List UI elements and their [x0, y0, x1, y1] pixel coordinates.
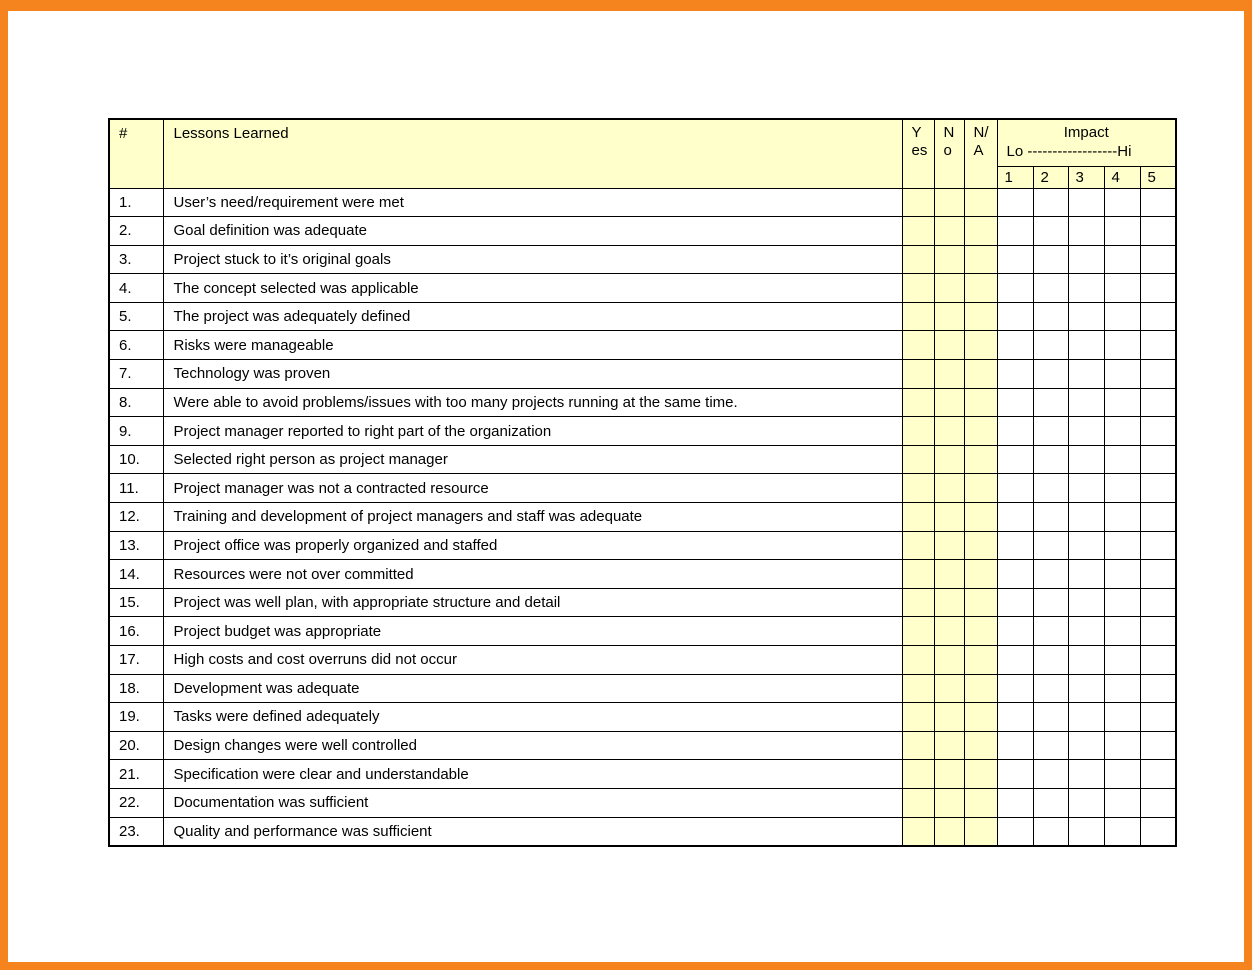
- lesson-text: Quality and performance was sufficient: [163, 817, 902, 846]
- row-number: 11.: [109, 474, 163, 503]
- column-header-yes: Yes: [902, 119, 934, 188]
- impact-scale-4: 4: [1104, 166, 1140, 188]
- impact-cell-4[interactable]: [1104, 731, 1140, 760]
- row-number: 23.: [109, 817, 163, 846]
- impact-cell-4[interactable]: [1104, 474, 1140, 503]
- yes-cell[interactable]: [902, 417, 934, 446]
- impact-cell-5[interactable]: [1140, 503, 1176, 532]
- impact-cell-1[interactable]: [997, 646, 1033, 675]
- lesson-text: Project was well plan, with appropriate structure and detail: [163, 588, 902, 617]
- impact-cell-1[interactable]: [997, 217, 1033, 246]
- impact-cell-2[interactable]: [1033, 588, 1068, 617]
- lesson-text: Development was adequate: [163, 674, 902, 703]
- yes-cell[interactable]: [902, 217, 934, 246]
- impact-cell-2[interactable]: [1033, 674, 1068, 703]
- no-cell[interactable]: [934, 474, 964, 503]
- yes-cell[interactable]: [902, 788, 934, 817]
- table-row: [109, 360, 1176, 389]
- impact-cell-5[interactable]: [1140, 560, 1176, 589]
- lesson-text: Resources were not over committed: [163, 560, 902, 589]
- no-cell[interactable]: [934, 674, 964, 703]
- impact-cell-1[interactable]: [997, 788, 1033, 817]
- impact-cell-4[interactable]: [1104, 417, 1140, 446]
- impact-cell-5[interactable]: [1140, 302, 1176, 331]
- impact-cell-5[interactable]: [1140, 417, 1176, 446]
- yes-cell[interactable]: [902, 646, 934, 675]
- yes-cell[interactable]: [902, 760, 934, 789]
- impact-cell-1[interactable]: [997, 817, 1033, 846]
- table-row: [109, 417, 1176, 446]
- impact-cell-1[interactable]: [997, 274, 1033, 303]
- yes-cell[interactable]: [902, 703, 934, 732]
- no-cell[interactable]: [934, 788, 964, 817]
- impact-cell-5[interactable]: [1140, 331, 1176, 360]
- table-header: [109, 119, 1176, 188]
- impact-cell-5[interactable]: [1140, 388, 1176, 417]
- impact-cell-1[interactable]: [997, 617, 1033, 646]
- table-row: [109, 646, 1176, 675]
- no-cell[interactable]: [934, 817, 964, 846]
- impact-cell-4[interactable]: [1104, 531, 1140, 560]
- no-cell[interactable]: [934, 617, 964, 646]
- na-cell[interactable]: [964, 588, 997, 617]
- impact-cell-3[interactable]: [1068, 703, 1104, 732]
- impact-cell-3[interactable]: [1068, 388, 1104, 417]
- impact-cell-3[interactable]: [1068, 274, 1104, 303]
- impact-cell-3[interactable]: [1068, 588, 1104, 617]
- impact-cell-3[interactable]: [1068, 417, 1104, 446]
- column-header-na: N/A: [964, 119, 997, 188]
- impact-cell-1[interactable]: [997, 531, 1033, 560]
- impact-cell-5[interactable]: [1140, 646, 1176, 675]
- na-cell[interactable]: [964, 760, 997, 789]
- impact-cell-3[interactable]: [1068, 245, 1104, 274]
- impact-cell-3[interactable]: [1068, 188, 1104, 217]
- impact-cell-3[interactable]: [1068, 560, 1104, 589]
- impact-cell-1[interactable]: [997, 388, 1033, 417]
- na-cell[interactable]: [964, 274, 997, 303]
- table-row: [109, 503, 1176, 532]
- impact-cell-3[interactable]: [1068, 646, 1104, 675]
- na-cell[interactable]: [964, 388, 997, 417]
- impact-cell-1[interactable]: [997, 731, 1033, 760]
- na-cell[interactable]: [964, 503, 997, 532]
- impact-cell-3[interactable]: [1068, 217, 1104, 246]
- na-cell[interactable]: [964, 703, 997, 732]
- lesson-text: Project manager was not a contracted resource: [163, 474, 902, 503]
- na-cell[interactable]: [964, 331, 997, 360]
- impact-cell-1[interactable]: [997, 703, 1033, 732]
- impact-cell-3[interactable]: [1068, 674, 1104, 703]
- row-number: 9.: [109, 417, 163, 446]
- impact-cell-5[interactable]: [1140, 674, 1176, 703]
- impact-cell-5[interactable]: [1140, 588, 1176, 617]
- na-cell[interactable]: [964, 417, 997, 446]
- impact-cell-5[interactable]: [1140, 703, 1176, 732]
- impact-cell-3[interactable]: [1068, 360, 1104, 389]
- impact-cell-2[interactable]: [1033, 760, 1068, 789]
- lesson-text: The project was adequately defined: [163, 302, 902, 331]
- yes-cell[interactable]: [902, 245, 934, 274]
- impact-cell-5[interactable]: [1140, 817, 1176, 846]
- no-cell[interactable]: [934, 188, 964, 217]
- na-cell[interactable]: [964, 731, 997, 760]
- lesson-text: Risks were manageable: [163, 331, 902, 360]
- table-row: [109, 617, 1176, 646]
- impact-cell-1[interactable]: [997, 474, 1033, 503]
- impact-title: Impact: [1063, 124, 1109, 141]
- impact-cell-3[interactable]: [1068, 331, 1104, 360]
- impact-cell-2[interactable]: [1033, 703, 1068, 732]
- yes-cell[interactable]: [902, 674, 934, 703]
- impact-cell-3[interactable]: [1068, 531, 1104, 560]
- row-number: 10.: [109, 445, 163, 474]
- table-row: [109, 674, 1176, 703]
- impact-cell-3[interactable]: [1068, 731, 1104, 760]
- impact-cell-4[interactable]: [1104, 360, 1140, 389]
- impact-cell-1[interactable]: [997, 588, 1033, 617]
- no-cell[interactable]: [934, 245, 964, 274]
- impact-cell-4[interactable]: [1104, 331, 1140, 360]
- no-cell[interactable]: [934, 531, 964, 560]
- impact-cell-5[interactable]: [1140, 245, 1176, 274]
- na-cell[interactable]: [964, 617, 997, 646]
- lesson-text: User’s need/requirement were met: [163, 188, 902, 217]
- yes-cell[interactable]: [902, 331, 934, 360]
- row-number: 3.: [109, 245, 163, 274]
- row-number: 19.: [109, 703, 163, 732]
- yes-cell[interactable]: [902, 503, 934, 532]
- impact-range-label: Lo ------------------Hi: [1006, 143, 1132, 160]
- impact-cell-4[interactable]: [1104, 617, 1140, 646]
- impact-cell-5[interactable]: [1140, 474, 1176, 503]
- impact-cell-3[interactable]: [1068, 617, 1104, 646]
- impact-scale-2: 2: [1033, 166, 1068, 188]
- impact-cell-4[interactable]: [1104, 274, 1140, 303]
- impact-cell-5[interactable]: [1140, 788, 1176, 817]
- lesson-text: The concept selected was applicable: [163, 274, 902, 303]
- row-number: 4.: [109, 274, 163, 303]
- na-cell[interactable]: [964, 445, 997, 474]
- row-number: 6.: [109, 331, 163, 360]
- column-header-number: #: [109, 119, 163, 188]
- table-row: [109, 760, 1176, 789]
- impact-cell-2[interactable]: [1033, 217, 1068, 246]
- lesson-text: Design changes were well controlled: [163, 731, 902, 760]
- lesson-text: Tasks were defined adequately: [163, 703, 902, 732]
- row-number: 13.: [109, 531, 163, 560]
- table-row: [109, 274, 1176, 303]
- na-cell[interactable]: [964, 674, 997, 703]
- table-row: [109, 217, 1176, 246]
- table-row: [109, 817, 1176, 846]
- column-header-no: No: [934, 119, 964, 188]
- no-cell[interactable]: [934, 445, 964, 474]
- impact-cell-3[interactable]: [1068, 788, 1104, 817]
- impact-cell-2[interactable]: [1033, 560, 1068, 589]
- row-number: 15.: [109, 588, 163, 617]
- row-number: 21.: [109, 760, 163, 789]
- row-number: 20.: [109, 731, 163, 760]
- lesson-text: Selected right person as project manager: [163, 445, 902, 474]
- no-cell[interactable]: [934, 302, 964, 331]
- na-cell[interactable]: [964, 560, 997, 589]
- yes-cell[interactable]: [902, 388, 934, 417]
- yes-cell[interactable]: [902, 588, 934, 617]
- no-cell[interactable]: [934, 760, 964, 789]
- impact-cell-5[interactable]: [1140, 188, 1176, 217]
- row-number: 18.: [109, 674, 163, 703]
- table-body: [109, 188, 1176, 846]
- na-cell[interactable]: [964, 788, 997, 817]
- no-cell[interactable]: [934, 360, 964, 389]
- impact-cell-4[interactable]: [1104, 445, 1140, 474]
- impact-cell-1[interactable]: [997, 331, 1033, 360]
- yes-cell[interactable]: [902, 474, 934, 503]
- impact-cell-2[interactable]: [1033, 302, 1068, 331]
- table-row: [109, 445, 1176, 474]
- impact-cell-2[interactable]: [1033, 474, 1068, 503]
- yes-cell[interactable]: [902, 445, 934, 474]
- row-number: 12.: [109, 503, 163, 532]
- impact-cell-5[interactable]: [1140, 445, 1176, 474]
- table-row: [109, 731, 1176, 760]
- table-row: [109, 788, 1176, 817]
- impact-cell-1[interactable]: [997, 245, 1033, 274]
- lesson-text: Project budget was appropriate: [163, 617, 902, 646]
- na-cell[interactable]: [964, 474, 997, 503]
- impact-cell-5[interactable]: [1140, 360, 1176, 389]
- impact-cell-1[interactable]: [997, 360, 1033, 389]
- no-cell[interactable]: [934, 731, 964, 760]
- na-cell[interactable]: [964, 360, 997, 389]
- row-number: 22.: [109, 788, 163, 817]
- impact-cell-4[interactable]: [1104, 245, 1140, 274]
- yes-cell[interactable]: [902, 731, 934, 760]
- table-row: [109, 331, 1176, 360]
- row-number: 1.: [109, 188, 163, 217]
- impact-cell-4[interactable]: [1104, 788, 1140, 817]
- impact-cell-2[interactable]: [1033, 331, 1068, 360]
- impact-scale-3: 3: [1068, 166, 1104, 188]
- impact-cell-4[interactable]: [1104, 188, 1140, 217]
- row-number: 5.: [109, 302, 163, 331]
- impact-cell-1[interactable]: [997, 503, 1033, 532]
- impact-cell-4[interactable]: [1104, 217, 1140, 246]
- impact-cell-2[interactable]: [1033, 388, 1068, 417]
- impact-cell-4[interactable]: [1104, 817, 1140, 846]
- table-row: [109, 560, 1176, 589]
- no-cell[interactable]: [934, 417, 964, 446]
- column-header-impact: [997, 119, 1176, 166]
- lesson-text: Specification were clear and understandable: [163, 760, 902, 789]
- na-cell[interactable]: [964, 188, 997, 217]
- table-row: [109, 531, 1176, 560]
- lesson-text: Documentation was sufficient: [163, 788, 902, 817]
- yes-cell[interactable]: [902, 817, 934, 846]
- impact-cell-2[interactable]: [1033, 817, 1068, 846]
- table-row: [109, 588, 1176, 617]
- impact-cell-4[interactable]: [1104, 302, 1140, 331]
- row-number: 14.: [109, 560, 163, 589]
- impact-cell-3[interactable]: [1068, 760, 1104, 789]
- impact-scale-5: 5: [1140, 166, 1176, 188]
- impact-cell-3[interactable]: [1068, 302, 1104, 331]
- row-number: 7.: [109, 360, 163, 389]
- row-number: 17.: [109, 646, 163, 675]
- na-cell[interactable]: [964, 531, 997, 560]
- impact-cell-5[interactable]: [1140, 217, 1176, 246]
- impact-cell-2[interactable]: [1033, 731, 1068, 760]
- lesson-text: High costs and cost overruns did not occur: [163, 646, 902, 675]
- impact-cell-1[interactable]: [997, 674, 1033, 703]
- lesson-text: Project stuck to it’s original goals: [163, 245, 902, 274]
- yes-cell[interactable]: [902, 617, 934, 646]
- no-cell[interactable]: [934, 646, 964, 675]
- impact-cell-2[interactable]: [1033, 245, 1068, 274]
- table-row: [109, 474, 1176, 503]
- no-cell[interactable]: [934, 217, 964, 246]
- no-cell[interactable]: [934, 274, 964, 303]
- table-row: [109, 188, 1176, 217]
- impact-cell-5[interactable]: [1140, 760, 1176, 789]
- na-cell[interactable]: [964, 302, 997, 331]
- lesson-text: Training and development of project managers and staff was adequate: [163, 503, 902, 532]
- lessons-learned-table: [108, 118, 1177, 847]
- lesson-text: Technology was proven: [163, 360, 902, 389]
- yes-cell[interactable]: [902, 560, 934, 589]
- impact-cell-1[interactable]: [997, 188, 1033, 217]
- no-cell[interactable]: [934, 388, 964, 417]
- impact-cell-2[interactable]: [1033, 360, 1068, 389]
- no-cell[interactable]: [934, 503, 964, 532]
- lesson-text: Project manager reported to right part of the organization: [163, 417, 902, 446]
- impact-cell-4[interactable]: [1104, 674, 1140, 703]
- impact-cell-5[interactable]: [1140, 274, 1176, 303]
- table-row: [109, 302, 1176, 331]
- header-row: [109, 119, 1176, 166]
- yes-cell[interactable]: [902, 360, 934, 389]
- impact-cell-2[interactable]: [1033, 503, 1068, 532]
- lesson-text: Project office was properly organized and staffed: [163, 531, 902, 560]
- impact-cell-4[interactable]: [1104, 388, 1140, 417]
- impact-cell-4[interactable]: [1104, 646, 1140, 675]
- na-cell[interactable]: [964, 217, 997, 246]
- impact-cell-3[interactable]: [1068, 503, 1104, 532]
- impact-cell-2[interactable]: [1033, 188, 1068, 217]
- impact-cell-3[interactable]: [1068, 445, 1104, 474]
- yes-cell[interactable]: [902, 302, 934, 331]
- table-row: [109, 245, 1176, 274]
- impact-cell-2[interactable]: [1033, 531, 1068, 560]
- yes-cell[interactable]: [902, 188, 934, 217]
- impact-cell-1[interactable]: [997, 445, 1033, 474]
- impact-cell-4[interactable]: [1104, 588, 1140, 617]
- impact-cell-2[interactable]: [1033, 788, 1068, 817]
- impact-cell-3[interactable]: [1068, 817, 1104, 846]
- row-number: 16.: [109, 617, 163, 646]
- yes-cell[interactable]: [902, 274, 934, 303]
- impact-scale-1: 1: [997, 166, 1033, 188]
- lesson-text: Were able to avoid problems/issues with too many projects running at the same time.: [163, 388, 902, 417]
- no-cell[interactable]: [934, 703, 964, 732]
- impact-cell-1[interactable]: [997, 417, 1033, 446]
- impact-cell-5[interactable]: [1140, 617, 1176, 646]
- impact-cell-5[interactable]: [1140, 531, 1176, 560]
- impact-cell-1[interactable]: [997, 760, 1033, 789]
- row-number: 8.: [109, 388, 163, 417]
- impact-cell-2[interactable]: [1033, 274, 1068, 303]
- impact-cell-2[interactable]: [1033, 617, 1068, 646]
- impact-cell-1[interactable]: [997, 302, 1033, 331]
- lesson-text: Goal definition was adequate: [163, 217, 902, 246]
- yes-cell[interactable]: [902, 531, 934, 560]
- row-number: 2.: [109, 217, 163, 246]
- na-cell[interactable]: [964, 817, 997, 846]
- impact-cell-2[interactable]: [1033, 646, 1068, 675]
- table-row: [109, 388, 1176, 417]
- impact-cell-1[interactable]: [997, 560, 1033, 589]
- impact-cell-3[interactable]: [1068, 474, 1104, 503]
- impact-cell-4[interactable]: [1104, 560, 1140, 589]
- impact-cell-4[interactable]: [1104, 503, 1140, 532]
- no-cell[interactable]: [934, 588, 964, 617]
- impact-cell-4[interactable]: [1104, 703, 1140, 732]
- table-row: [109, 703, 1176, 732]
- impact-cell-4[interactable]: [1104, 760, 1140, 789]
- na-cell[interactable]: [964, 245, 997, 274]
- impact-cell-5[interactable]: [1140, 731, 1176, 760]
- impact-cell-2[interactable]: [1033, 417, 1068, 446]
- impact-cell-2[interactable]: [1033, 445, 1068, 474]
- no-cell[interactable]: [934, 331, 964, 360]
- no-cell[interactable]: [934, 560, 964, 589]
- column-header-lessons: Lessons Learned: [163, 119, 902, 188]
- na-cell[interactable]: [964, 646, 997, 675]
